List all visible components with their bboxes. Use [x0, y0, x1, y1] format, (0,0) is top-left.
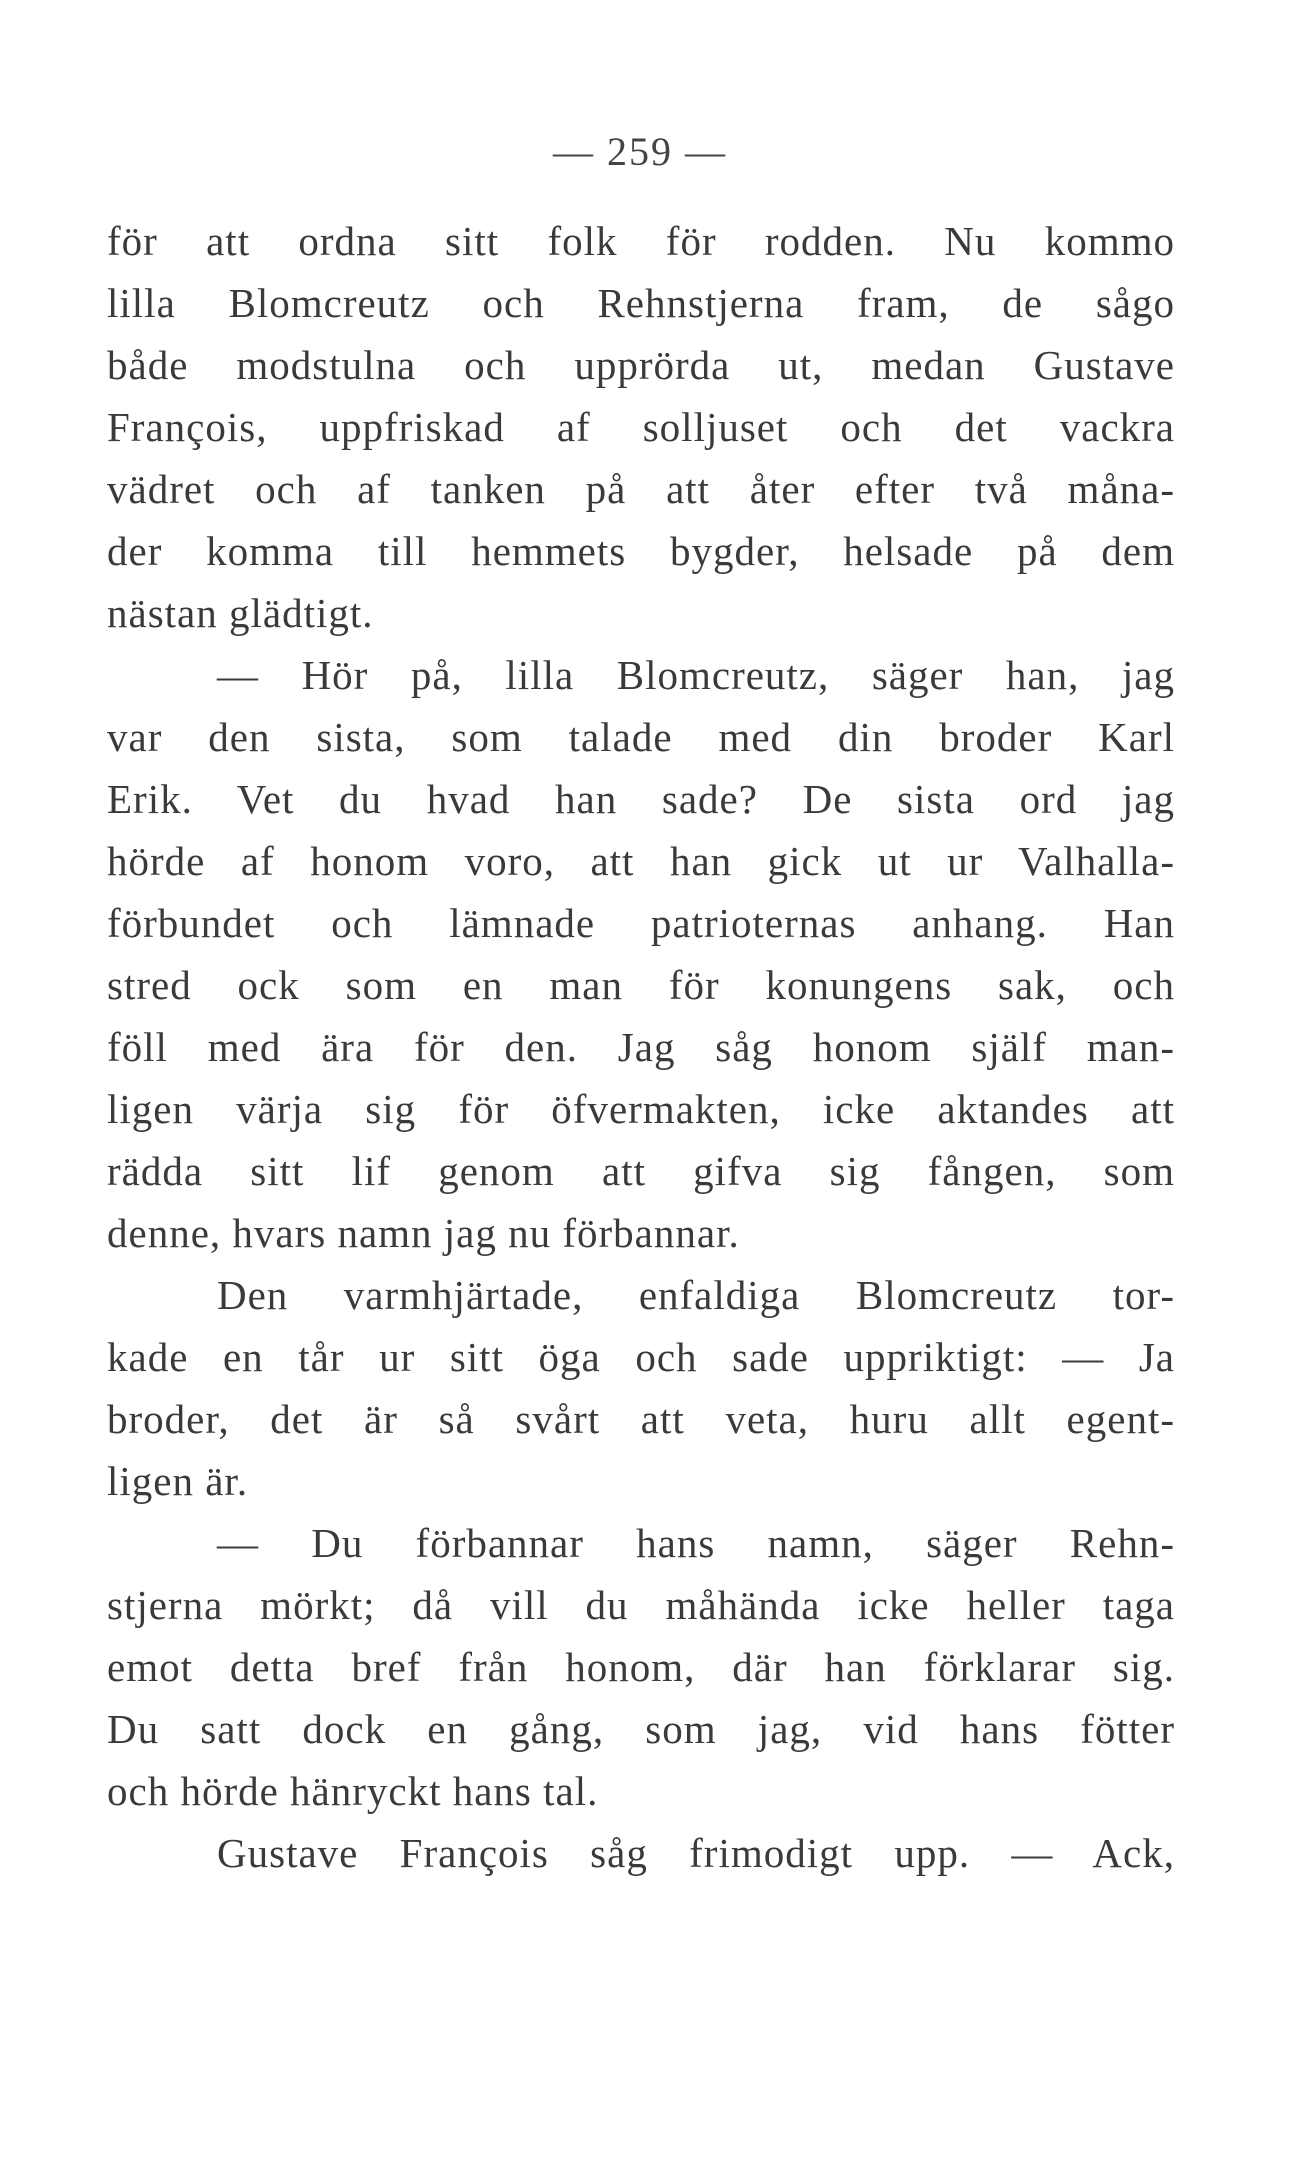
text-line: förbundet och lämnade patrioternas anhang. Han [107, 900, 1175, 946]
text-line: stred ock som en man för konungens sak, och [107, 962, 1175, 1008]
text-line: broder, det är så svårt att veta, huru allt egent- [107, 1396, 1175, 1442]
text-line: emot detta bref från honom, där han förklarar sig. [107, 1644, 1175, 1690]
text-line: ligen värja sig för öfvermakten, icke aktandes att [107, 1086, 1175, 1132]
text-line: Du satt dock en gång, som jag, vid hans fötter [107, 1706, 1175, 1752]
text-line: nästan glädtigt. [107, 590, 374, 636]
text-line: — Du förbannar hans namn, säger Rehn- [217, 1520, 1175, 1566]
text-line: för att ordna sitt folk för rodden. Nu kommo [107, 218, 1175, 264]
text-line: lilla Blomcreutz och Rehnstjerna fram, de sågo [107, 280, 1175, 326]
text-line: var den sista, som talade med din broder Karl [107, 714, 1175, 760]
body-text [107, 210, 1175, 1884]
text-line: François, uppfriskad af solljuset och det vackra [107, 404, 1175, 450]
text-line: och hörde hänryckt hans tal. [107, 1768, 599, 1814]
text-line: både modstulna och upprörda ut, medan Gustave [107, 342, 1175, 388]
text-line: rädda sitt lif genom att gifva sig fången, som [107, 1148, 1175, 1194]
text-line: hörde af honom voro, att han gick ut ur Valhalla- [107, 838, 1175, 884]
text-line: Erik. Vet du hvad han sade? De sista ord jag [107, 776, 1175, 822]
text-line: Gustave François såg frimodigt upp. — Ack, [217, 1830, 1175, 1876]
text-line: kade en tår ur sitt öga och sade uppriktigt: — Ja [107, 1334, 1175, 1380]
text-line: ligen är. [107, 1458, 249, 1504]
text-line: stjerna mörkt; då vill du måhända icke heller taga [107, 1582, 1175, 1628]
text-line: Den varmhjärtade, enfaldiga Blomcreutz tor- [217, 1272, 1175, 1318]
text-line: vädret och af tanken på att åter efter två måna- [107, 466, 1175, 512]
text-line: denne, hvars namn jag nu förbannar. [107, 1210, 740, 1256]
text-line: — Hör på, lilla Blomcreutz, säger han, jag [217, 652, 1175, 698]
page-number: — 259 — [553, 129, 727, 174]
text-line: der komma till hemmets bygder, helsade på dem [107, 528, 1175, 574]
text-line: föll med ära för den. Jag såg honom själf man- [107, 1024, 1175, 1070]
